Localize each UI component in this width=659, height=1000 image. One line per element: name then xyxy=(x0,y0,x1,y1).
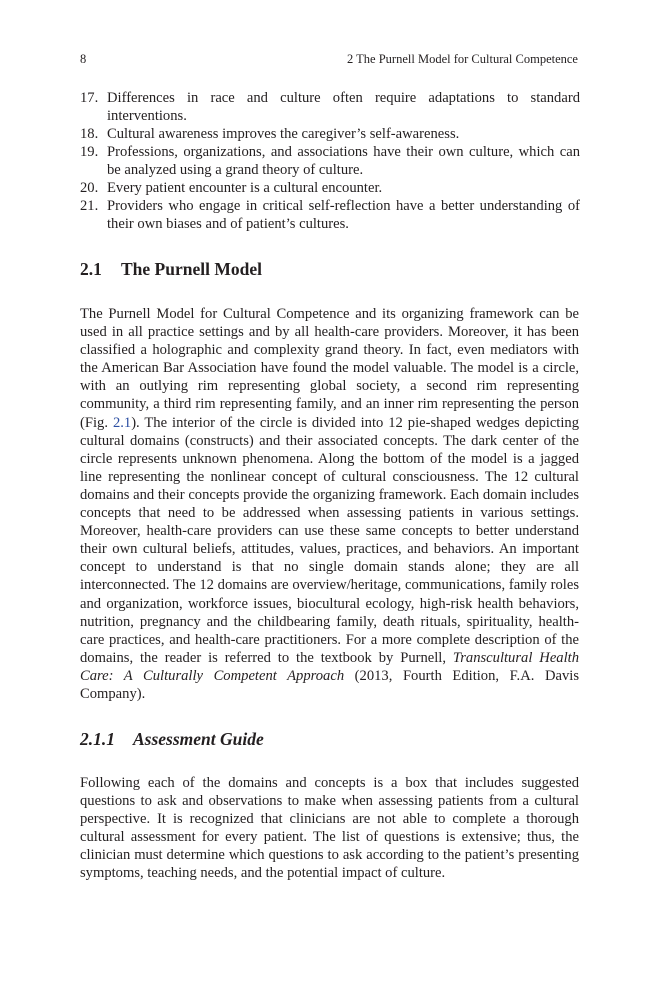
list-item-number: 21. xyxy=(80,198,99,214)
list-item-text: Every patient encounter is a cultural encounter. xyxy=(107,180,383,196)
book-title: Transcultural Health Care: A Culturally Competent Approach xyxy=(80,649,579,684)
list-item-number: 20. xyxy=(80,180,99,196)
list-item xyxy=(80,89,580,125)
subsection-number: 2.1.1 xyxy=(80,729,115,749)
list-item xyxy=(80,125,580,143)
figure-reference-link[interactable]: 2.1 xyxy=(112,414,132,431)
list-item-text: Differences in race and culture often require adaptations to standard interventions. xyxy=(107,90,580,124)
list-item-number: 18. xyxy=(80,126,99,142)
section-heading xyxy=(80,259,262,280)
paragraph-text: ). The interior of the circle is divided into 12 pie-shaped wedges depicting cultural domains (constructs) and their associated concepts. The dark center of the circle represents unknown phenomena. Along the bottom of the model is a jagged line representing the nonlinear concept of cultural consciousness. The 12 cultural domains and their concepts provide the organizing framework. Each domain includes concepts that need to be addressed when assessing patients in various settings. Moreover, health-care providers can use these same concepts to better understand their own cultural beliefs, attitudes, values, practices, and behaviors. An important concept to understand is that no single domain stands alone; they are all interconnected. The 12 domains are overview/heritage, communications, family roles and organization, workforce issues, biocultural ecology, high-risk health behaviors, nutrition, pregnancy and the childbearing family, death rituals, spirituality, health-care practices, and health-care practitioners. For a more complete description of the domains, the reader is referred to the textbook by Purnell, xyxy=(80,414,579,666)
section-paragraph xyxy=(80,305,579,703)
subsection-title: Assessment Guide xyxy=(133,729,264,749)
list-item xyxy=(80,197,580,233)
page-number: 8 xyxy=(80,52,87,66)
paragraph-text: The Purnell Model for Cultural Competence and its organizing framework can be used in all practice settings and by all health-care providers. Moreover, it has been classified a holographic and complexity grand theory. In fact, even mediators with the American Bar Association have found the model valuable. The model is a circle, with an outlying rim representing global society, a second rim representing community, a third rim representing family, and an inner rim representing the person (Fig. xyxy=(80,306,579,431)
list-item-text: Professions, organizations, and associations have their own culture, which can be analyzed using a grand theory of culture. xyxy=(107,144,580,178)
running-title: 2 The Purnell Model for Cultural Competence xyxy=(347,52,578,66)
numbered-list xyxy=(80,89,580,233)
list-item-number: 17. xyxy=(80,90,99,106)
list-item xyxy=(80,143,580,179)
subsection-heading xyxy=(80,729,264,750)
section-number: 2.1 xyxy=(80,259,102,279)
list-item-number: 19. xyxy=(80,144,99,160)
list-item-text: Cultural awareness improves the caregiver’s self-awareness. xyxy=(107,126,460,142)
subsection-paragraph: Following each of the domains and concepts is a box that includes suggested questions to ask and observations to make when assessing patients from a cultural perspective. It is recognized that clinicians are not able to complete a thorough cultural assessment for every patient. The list of questions is extensive; thus, the clinician must determine which questions to ask according to the patient’s presenting symptoms, teaching needs, and the potential impact of culture. xyxy=(80,775,579,882)
list-item-text: Providers who engage in critical self-reflection have a better understanding of their own biases and of patient’s cultures. xyxy=(107,198,580,232)
running-header xyxy=(80,52,578,70)
section-title: The Purnell Model xyxy=(121,259,262,279)
list-item xyxy=(80,179,580,197)
paragraph-text: (2013, Fourth Edition, F.A. Davis Company). xyxy=(80,667,579,702)
